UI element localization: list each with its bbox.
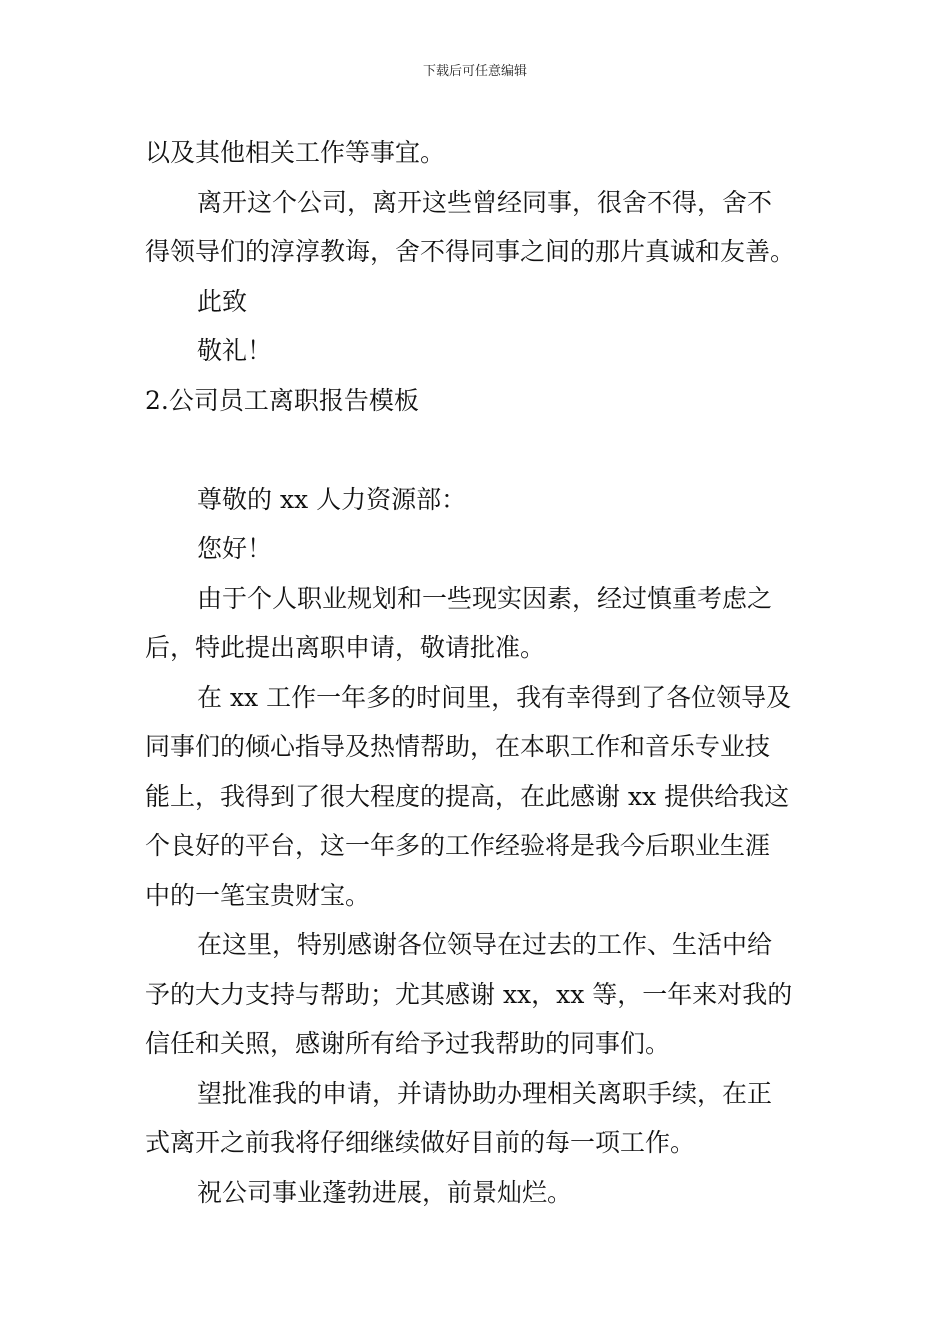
closing-salutation: 此致	[197, 286, 248, 316]
paragraph-line: 望批准我的申请，并请协助办理相关离职手续，在正	[197, 1078, 773, 1108]
blank-line	[145, 425, 810, 475]
paragraph-line: 予的大力支持与帮助；尤其感谢 xx，xx 等，一年来对我的	[145, 979, 793, 1009]
paragraph-line: 同事们的倾心指导及热情帮助，在本职工作和音乐专业技	[145, 732, 771, 761]
letter-addressee: 尊敬的 xx 人力资源部：	[197, 484, 467, 514]
paragraph-line: 祝公司事业蓬勃进展，前景灿烂。	[197, 1177, 573, 1207]
paragraph-line: 离开这个公司，离开这些曾经同事，很舍不得，舍不	[197, 187, 773, 217]
paragraph-line: 得领导们的淳淳教诲，舍不得同事之间的那片真诚和友善。	[145, 237, 796, 266]
page-header: 下载后可任意编辑	[422, 64, 527, 79]
paragraph-line: 能上，我得到了很大程度的提高，在此感谢 xx 提供给我这	[145, 781, 790, 811]
section-heading: 2.公司员工离职报告模板	[145, 385, 419, 415]
paragraph-line: 以及其他相关工作等事宜。	[145, 138, 446, 167]
letter-greeting: 您好！	[197, 534, 273, 563]
closing-regards: 敬礼！	[197, 336, 273, 365]
paragraph-line: 个良好的平台，这一年多的工作经验将是我今后职业生涯	[145, 831, 771, 860]
paragraph-line: 中的一笔宝贵财宝。	[145, 880, 371, 910]
paragraph-line: 信任和关照，感谢所有给予过我帮助的同事们。	[145, 1029, 671, 1058]
paragraph-line: 在这里，特别感谢各位领导在过去的工作、生活中给	[197, 930, 773, 959]
document-body	[145, 128, 810, 1217]
paragraph-line: 由于个人职业规划和一些现实因素，经过慎重考虑之	[197, 583, 773, 613]
paragraph-line: 在 xx 工作一年多的时间里，我有幸得到了各位领导及	[197, 682, 792, 712]
paragraph-line: 后，特此提出离职申请，敬请批准。	[145, 633, 546, 662]
paragraph-line: 式离开之前我将仔细继续做好目前的每一项工作。	[145, 1128, 696, 1157]
